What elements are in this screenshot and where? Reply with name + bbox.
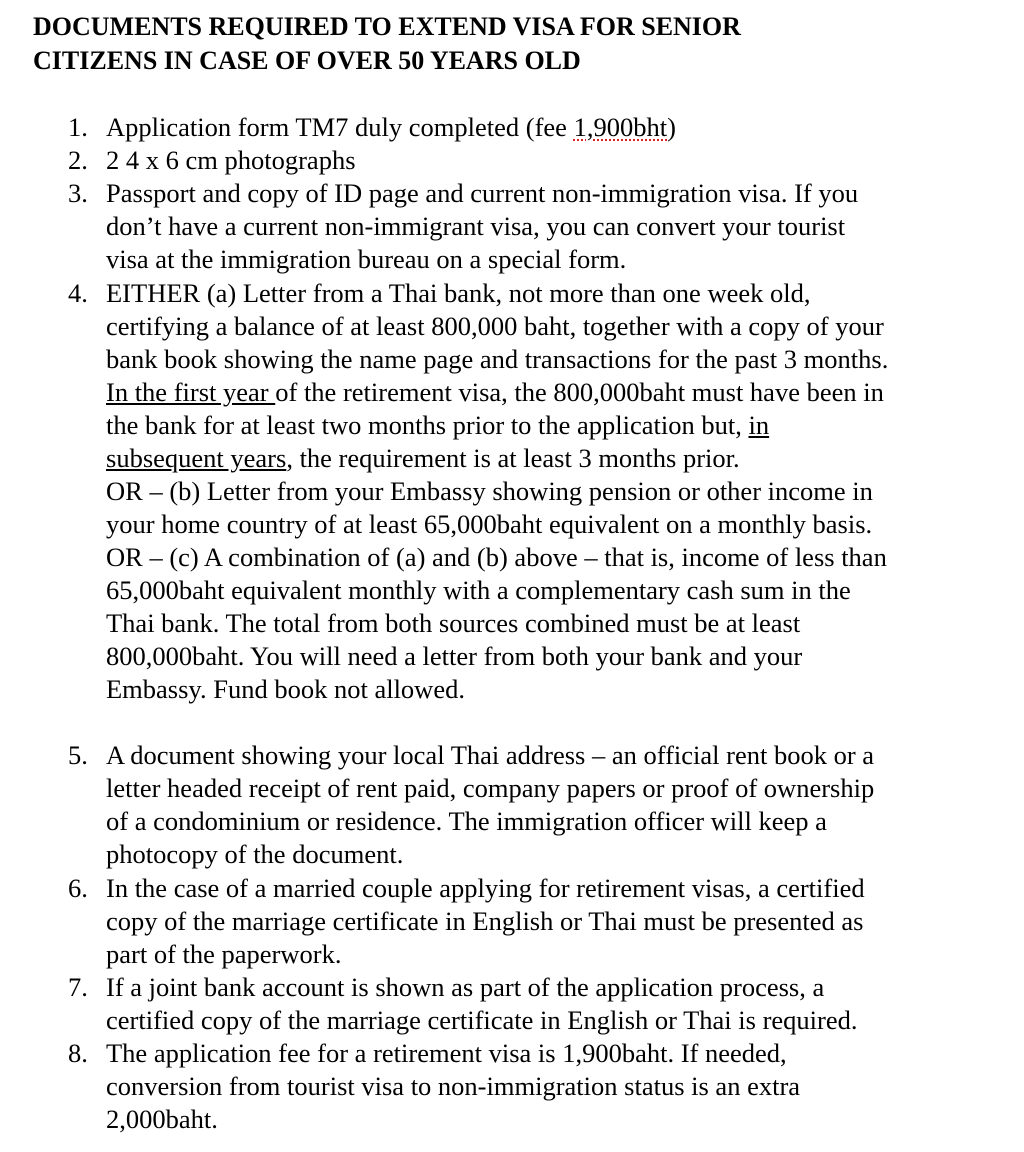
list-item-line: Passport and copy of ID page and current non-immigration visa. If you xyxy=(106,178,859,208)
item-text: the bank for at least two months prior to the application but, xyxy=(106,410,749,440)
title-line-1: DOCUMENTS REQUIRED TO EXTEND VISA FOR SENIOR xyxy=(33,12,741,41)
list-item-3 xyxy=(0,177,1024,276)
title-line-2: CITIZENS IN CASE OF OVER 50 YEARS OLD xyxy=(33,46,581,75)
list-item-line xyxy=(106,409,1024,442)
list-item-line: Thai bank. The total from both sources combined must be at least xyxy=(106,608,801,638)
list-item-line: certifying a balance of at least 800,000 baht, together with a copy of your xyxy=(106,311,884,341)
list-item-line: OR – (c) A combination of (a) and (b) above – that is, income of less than xyxy=(106,542,887,572)
list-item-7 xyxy=(0,971,1024,1037)
list-item-line: of a condominium or residence. The immigration officer will keep a xyxy=(106,806,827,836)
list-item-line: photocopy of the document. xyxy=(106,839,404,869)
list-item-line xyxy=(106,376,1024,409)
list-number: 4. xyxy=(68,278,88,308)
list-item-line: 2 4 x 6 cm photographs xyxy=(106,145,356,175)
list-item-line: The application fee for a retirement visa is 1,900baht. If needed, xyxy=(106,1038,787,1068)
list-number: 8. xyxy=(68,1038,88,1068)
list-item-line: If a joint bank account is shown as part of the application process, a xyxy=(106,972,825,1002)
list-item-line: OR – (b) Letter from your Embassy showing pension or other income in xyxy=(106,476,873,506)
list-number: 6. xyxy=(68,873,88,903)
list-item-line: conversion from tourist visa to non-immigration status is an extra xyxy=(106,1071,801,1101)
list-item-line: Embassy. Fund book not allowed. xyxy=(106,674,465,704)
underlined-text: in xyxy=(748,410,770,440)
list-item-line xyxy=(106,442,1024,475)
underlined-text: In the first year xyxy=(106,377,276,407)
list-item-2 xyxy=(0,144,1024,177)
list-item-line: your home country of at least 65,000baht equivalent on a monthly basis. xyxy=(106,509,873,539)
list-number: 5. xyxy=(68,740,88,770)
list-item-8 xyxy=(0,1037,1024,1136)
list-number: 2. xyxy=(68,145,88,175)
list-item-line: certified copy of the marriage certificate in English or Thai is required. xyxy=(106,1005,858,1035)
item-text: Application form TM7 duly completed (fee xyxy=(106,112,574,142)
list-item-line: don’t have a current non-immigrant visa, you can convert your tourist xyxy=(106,211,846,241)
list-number: 3. xyxy=(68,178,88,208)
item-text: ) xyxy=(667,112,676,142)
list-item-line: 800,000baht. You will need a letter from both your bank and your xyxy=(106,641,803,671)
list-item-line xyxy=(106,111,1024,144)
list-item-1 xyxy=(0,111,1024,144)
list-item-6 xyxy=(0,872,1024,971)
item-text: of the retirement visa, the 800,000baht must have been in xyxy=(275,377,884,407)
list-item-line: part of the paperwork. xyxy=(106,939,342,969)
list-item-line: letter headed receipt of rent paid, company papers or proof of ownership xyxy=(106,773,875,803)
list-item-line: EITHER (a) Letter from a Thai bank, not more than one week old, xyxy=(106,278,811,308)
list-number: 7. xyxy=(68,972,88,1002)
list-item-line: 2,000baht. xyxy=(106,1104,218,1134)
fee-amount: 1,900bht xyxy=(573,112,668,142)
list-item-5 xyxy=(0,739,1024,871)
item-text: , the requirement is at least 3 months prior. xyxy=(286,443,740,473)
list-item-4 xyxy=(0,277,1024,706)
page-title xyxy=(33,10,993,78)
list-item-line: visa at the immigration bureau on a special form. xyxy=(106,244,627,274)
list-item-line: copy of the marriage certificate in English or Thai must be presented as xyxy=(106,906,864,936)
list-item-line: In the case of a married couple applying for retirement visas, a certified xyxy=(106,873,865,903)
list-item-line: 65,000baht equivalent monthly with a complementary cash sum in the xyxy=(106,575,851,605)
list-item-line: bank book showing the name page and transactions for the past 3 months. xyxy=(106,344,889,374)
underlined-text: subsequent years xyxy=(106,443,287,473)
list-item-line: A document showing your local Thai address – an official rent book or a xyxy=(106,740,875,770)
list-number: 1. xyxy=(68,112,88,142)
